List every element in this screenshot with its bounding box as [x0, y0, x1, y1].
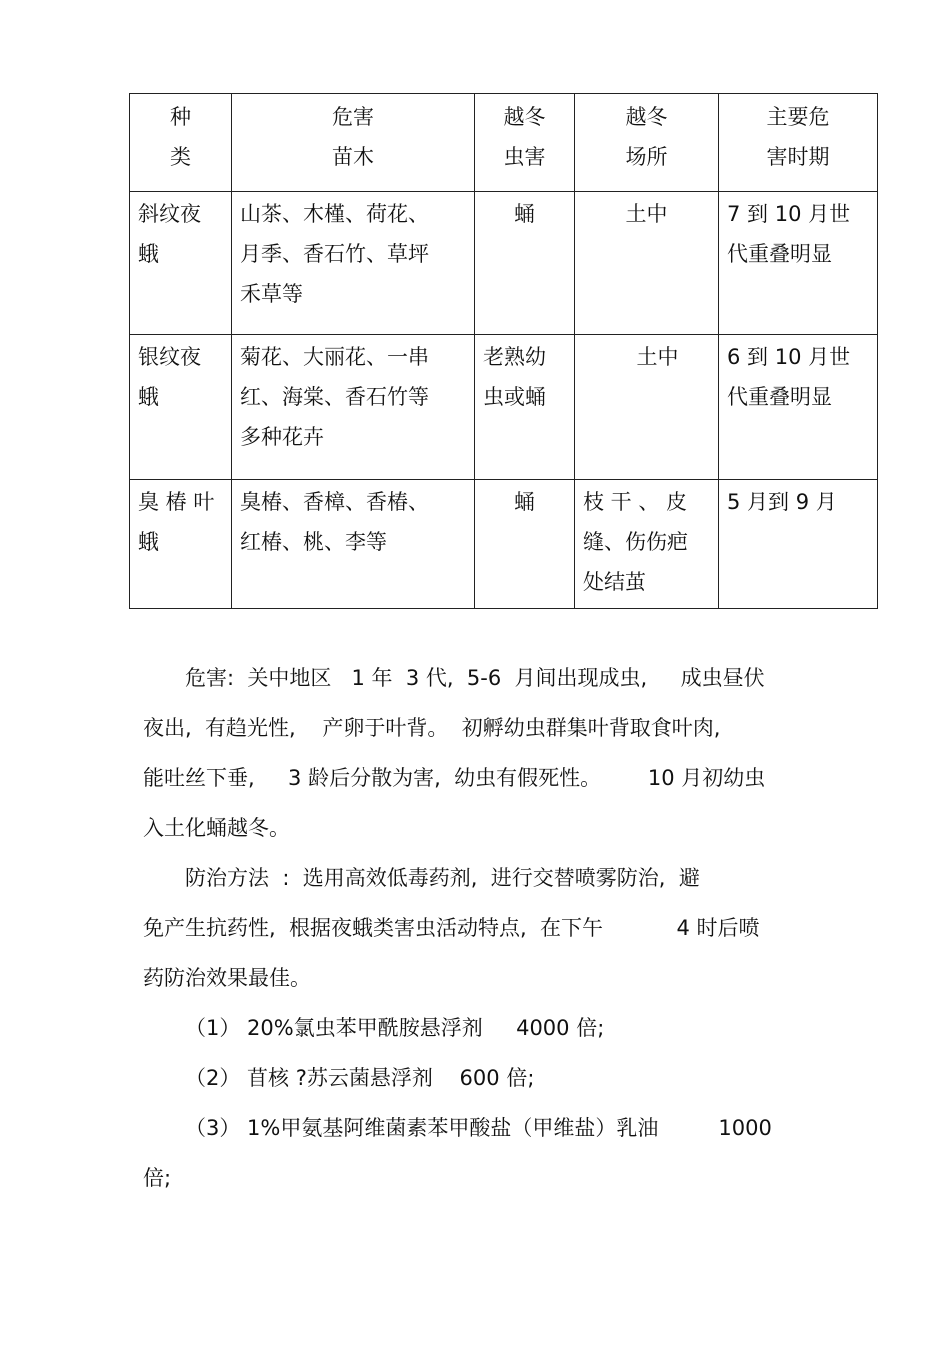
header-overwinter-place: 越冬 场所	[575, 94, 719, 192]
cell-hosts: 山茶、木槿、荷花、 月季、香石竹、草坪 禾草等	[232, 192, 475, 335]
pest-table	[129, 93, 878, 609]
cell-species: 斜纹夜 蛾	[130, 192, 232, 335]
table-header-row	[130, 94, 878, 192]
cell-place: 枝 干 、 皮 缝、伤伤疤 处结茧	[575, 480, 719, 609]
text-line: 能吐丝下垂, 3 龄后分散为害, 幼虫有假死性。 10 月初幼虫	[143, 766, 766, 790]
text-line: 夜出, 有趋光性, 产卵于叶背。 初孵幼虫群集叶背取食叶肉,	[143, 716, 721, 740]
header-damage-period: 主要危 害时期	[719, 94, 878, 192]
cell-place: 土中	[575, 335, 719, 480]
table-row	[130, 335, 878, 480]
cell-species: 银纹夜 蛾	[130, 335, 232, 480]
cell-place: 土中	[575, 192, 719, 335]
text-line: （2） 苜核 ?苏云菌悬浮剂 600 倍;	[185, 1066, 535, 1090]
cell-period: 7 到 10 月世 代重叠明显	[719, 192, 878, 335]
cell-stage: 蛹	[475, 192, 575, 335]
cell-hosts: 菊花、大丽花、一串 红、海棠、香石竹等 多种花卉	[232, 335, 475, 480]
table-row	[130, 192, 878, 335]
text-line: 倍;	[143, 1166, 172, 1190]
text-line: 药防治效果最佳。	[143, 966, 311, 990]
header-host-plants: 危害 苗木	[232, 94, 475, 192]
cell-stage: 蛹	[475, 480, 575, 609]
table-row	[130, 480, 878, 609]
cell-period: 5 月到 9 月	[719, 480, 878, 609]
header-species: 种 类	[130, 94, 232, 192]
text-line: 入土化蛹越冬。	[143, 816, 290, 840]
text-line: （3） 1%甲氨基阿维菌素苯甲酸盐（甲维盐）乳油 1000	[185, 1116, 772, 1140]
cell-species: 臭 椿 叶 蛾	[130, 480, 232, 609]
header-overwinter-stage: 越冬 虫害	[475, 94, 575, 192]
cell-stage: 老熟幼 虫或蛹	[475, 335, 575, 480]
text-line: 防治方法 : 选用高效低毒药剂, 进行交替喷雾防治, 避	[185, 866, 700, 890]
cell-period: 6 到 10 月世 代重叠明显	[719, 335, 878, 480]
text-line: （1） 20%氯虫苯甲酰胺悬浮剂 4000 倍;	[185, 1016, 605, 1040]
text-line: 免产生抗药性, 根据夜蛾类害虫活动特点, 在下午 4 时后喷	[143, 916, 760, 940]
text-line: 危害: 关中地区 1 年 3 代, 5-6 月间出现成虫, 成虫昼伏	[185, 666, 765, 690]
cell-hosts: 臭椿、香樟、香椿、 红椿、桃、李等	[232, 480, 475, 609]
